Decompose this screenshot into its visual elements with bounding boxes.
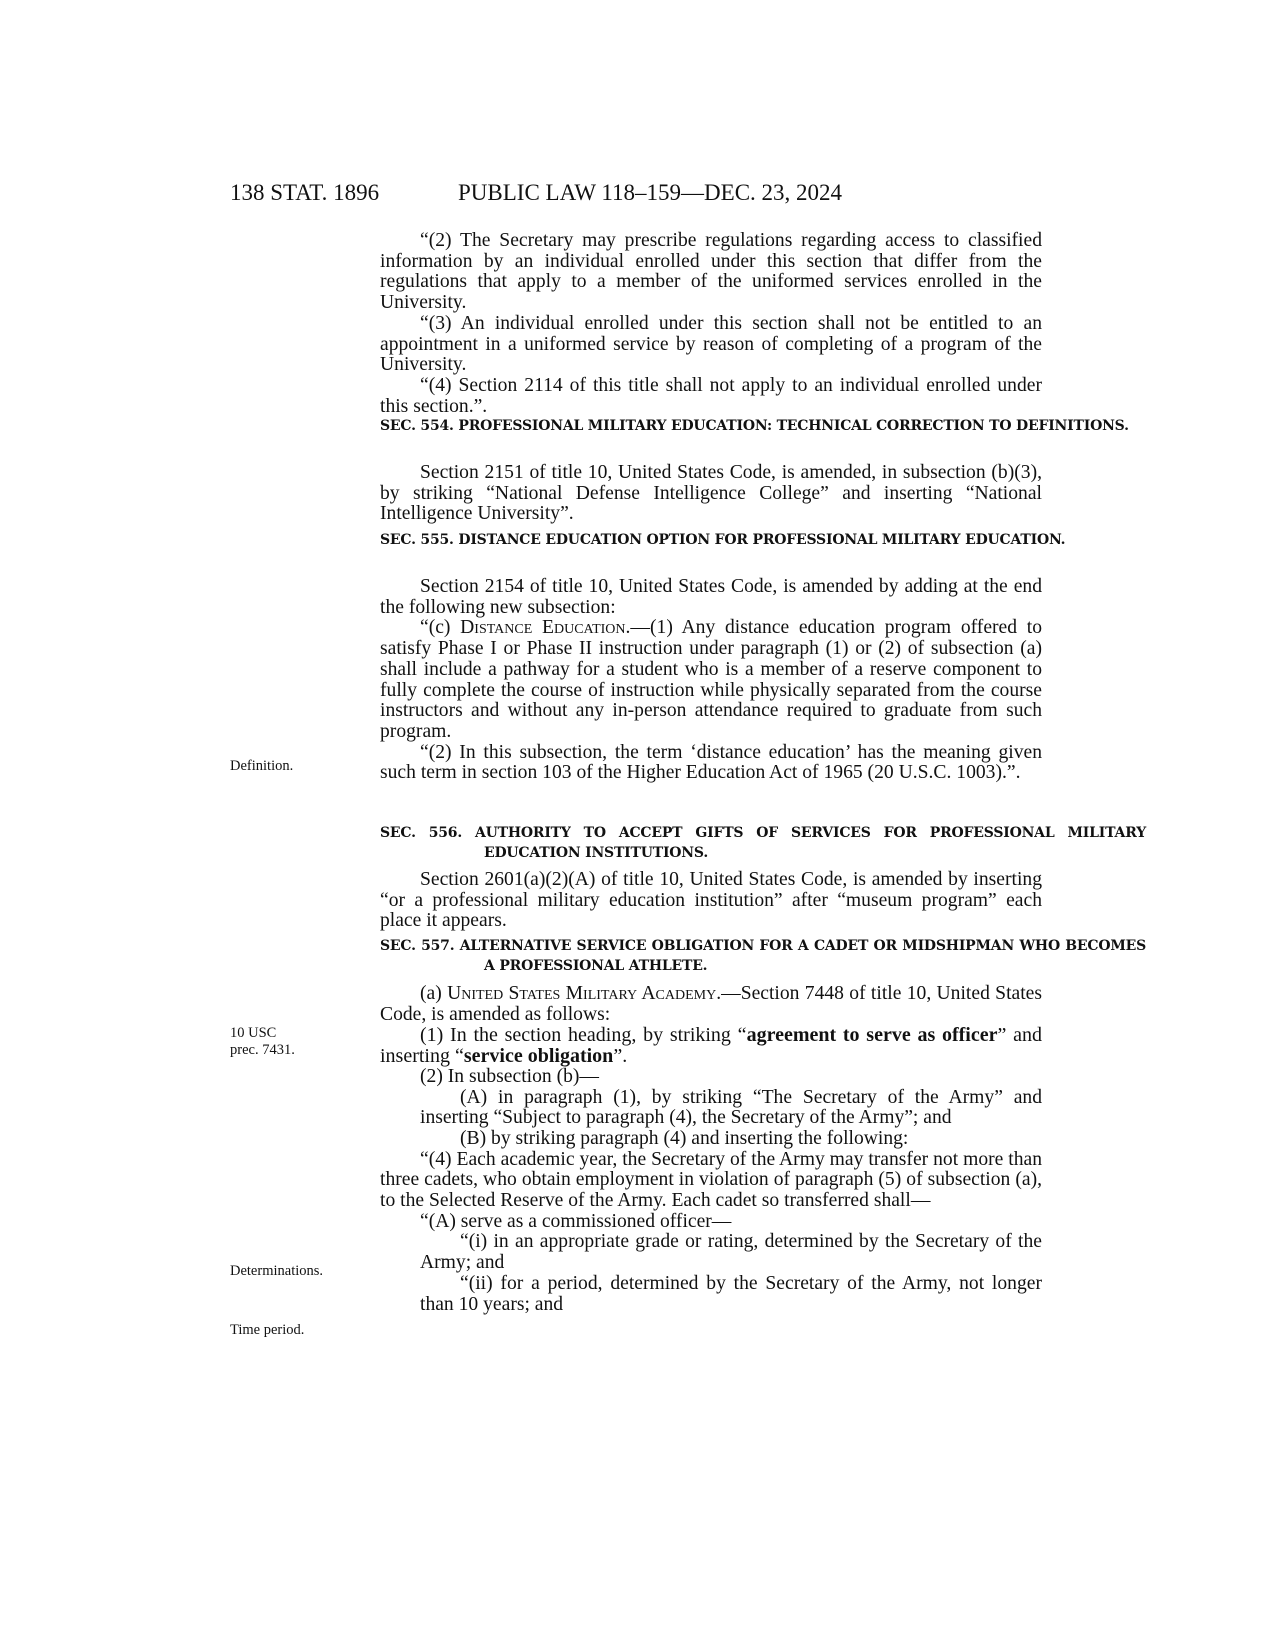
section-554-body [380, 463, 1042, 525]
subsection-a-text: .—Section 7448 of title 10, United States Code, is amended as follows: [380, 983, 1042, 1025]
margin-note-usc [230, 1025, 295, 1059]
section-557-body [380, 984, 1042, 1315]
section-557-subsection-a [380, 984, 1042, 1025]
header-law: PUBLIC LAW 118–159—DEC. 23, 2024 [458, 180, 843, 205]
section-555-subsection-c [380, 618, 1042, 742]
subsection-c-heading: Distance Education [460, 617, 626, 639]
item-1-pre: (1) In the section heading, by striking “ [420, 1024, 747, 1047]
margin-note-usc-line1: 10 USC [230, 1025, 277, 1041]
section-555-body [380, 577, 1042, 784]
subsection-a-heading: United States Military Academy [447, 983, 717, 1004]
paragraph-2: “(2) The Secretary may prescribe regulations regarding access to classified information by an individual enrolled under this section that differ from the regulations that apply to a member of the uniformed services enrolled in the University. [380, 230, 1042, 314]
margin-note-definition: Definition. [230, 758, 294, 774]
section-556-heading: SEC. 556. AUTHORITY TO ACCEPT GIFTS OF SERVICES FOR PROFESSIONAL MILITARY EDUCATION INSTITUTIONS. [380, 825, 1146, 861]
quoted-clause-ii: “(ii) for a period, determined by the Secretary of the Army, not longer than 10 years; and [420, 1272, 1042, 1315]
quoted-paragraph-4: “(4) Each academic year, the Secretary of the Army may transfer not more than three cadets, who obtain employment in violation of paragraph (5) of subsection (a), to the Selected Reserve of the Army. Each cadet so transferred shall— [380, 1148, 1042, 1212]
item-2: (2) In subsection (b)— [420, 1065, 600, 1087]
subsection-c-prefix: “(c) [420, 617, 461, 639]
item-1-post: ”. [613, 1045, 628, 1068]
paragraph-3: “(3) An individual enrolled under this section shall not be entitled to an appointment in a uniformed service by reason of completing of a program of the University. [380, 312, 1042, 376]
item-1 [380, 1025, 1042, 1066]
text-block-1 [380, 231, 1042, 417]
section-554-heading: SEC. 554. PROFESSIONAL MILITARY EDUCATION: TECHNICAL CORRECTION TO DEFINITIONS. [380, 418, 1129, 434]
item-1-bold-2: service obligation [463, 1045, 614, 1068]
item-1-mid: ” and inserting “ [380, 1024, 1042, 1068]
section-556-body [380, 870, 1042, 932]
item-2-a: (A) in paragraph (1), by striking “The Secretary of the Army” and inserting “Subject to paragraph (4), the Secretary of the Army”; and [420, 1086, 1042, 1129]
paragraph-4: “(4) Section 2114 of this title shall not apply to an individual enrolled under this section.”. [380, 374, 1042, 417]
margin-note-usc-line2: prec. 7431. [230, 1042, 295, 1058]
section-554-text: Section 2151 of title 10, United States Code, is amended, in subsection (b)(3), by striking “National Defense Intelligence College” and inserting “National Intelligence University”. [380, 462, 1042, 525]
margin-note-time-period: Time period. [230, 1322, 305, 1338]
section-555-text: Section 2154 of title 10, United States Code, is amended by adding at the end the following new subsection: [380, 576, 1042, 618]
section-557-heading: SEC. 557. ALTERNATIVE SERVICE OBLIGATION FOR A CADET OR MIDSHIPMAN WHO BECOMES A PROFESSIONAL ATHLETE. [380, 938, 1146, 974]
section-556-text: Section 2601(a)(2)(A) of title 10, United States Code, is amended by inserting “or a professional military education institution” after “museum program” each place it appears. [380, 869, 1042, 932]
quoted-clause-i: “(i) in an appropriate grade or rating, determined by the Secretary of the Army; and [420, 1231, 1042, 1274]
item-1-bold-1: agreement to serve as officer [746, 1024, 998, 1047]
subsection-c-text: .—(1) Any distance education program offered to satisfy Phase I or Phase II instruction under paragraph (1) or (2) of subsection (a) shall include a pathway for a student who is a member of a reserve component to fully complete the course of instruction while physically separated from the course instructors and without any in-person attendance required to graduate from such program. [380, 617, 1042, 742]
quoted-subparagraph-a: “(A) serve as a commissioned officer— [420, 1210, 732, 1232]
section-555-heading: SEC. 555. DISTANCE EDUCATION OPTION FOR PROFESSIONAL MILITARY EDUCATION. [380, 532, 1066, 548]
item-2-b: (B) by striking paragraph (4) and inserting the following: [460, 1127, 909, 1149]
subsection-a-prefix: (a) [420, 983, 448, 1004]
margin-note-determinations: Determinations. [230, 1263, 324, 1279]
section-555-subsection-c2: “(2) In this subsection, the term ‘distance education’ has the meaning given such term in section 103 of the Higher Education Act of 1965 (20 U.S.C. 1003).”. [380, 741, 1042, 784]
header-stat: 138 STAT. 1896 [230, 180, 380, 205]
